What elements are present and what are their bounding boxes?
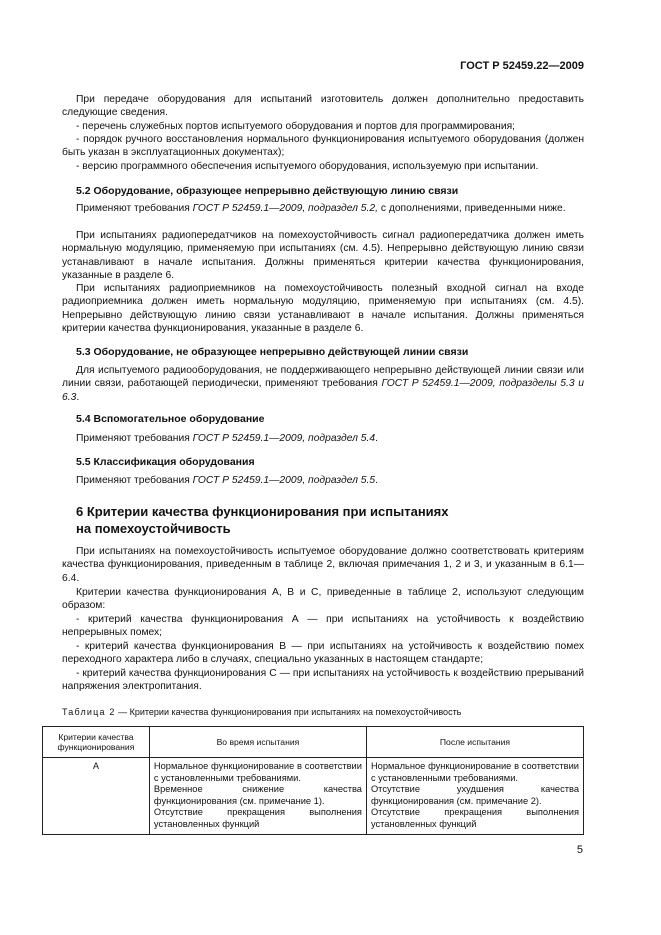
page-number: 5 bbox=[576, 844, 583, 856]
section-5-3-heading: 5.3 Оборудование, не образующее непрерывно действующей линии связи bbox=[76, 346, 469, 358]
section-6-para-2: Критерии качества функционирования А, В и С, приведенные в таблице 2, используют следующим образом: bbox=[62, 587, 584, 612]
section-5-2-heading: 5.2 Оборудование, образующее непрерывно действующую линию связи bbox=[76, 185, 459, 197]
section-5-2-para-2: При испытаниях радиопередатчиков на помехоустойчивость сигнал радиопередатчика должен иметь нормальную модуляцию, применяемую при испытаниях (см. 4.5). Непрерывно действующую линию связи устанавливают в начале испытания. Должны применяться критерии качества функционирования, указанные в разделе 6. bbox=[62, 230, 584, 282]
intro-paragraph: При передаче оборудования для испытаний изготовитель должен дополнительно предоставить следующие сведения. bbox=[62, 94, 584, 119]
intro-bullet-ports: - перечень служебных портов испытуемого оборудования и портов для программирования; bbox=[76, 121, 516, 132]
standard-reference: ГОСТ Р 52459.1—2009, подраздел 5.2, bbox=[192, 203, 378, 214]
criterion-a-bullet: - критерий качества функционирования А — при испытаниях на устойчивость к воздействию непрерывных помех; bbox=[62, 614, 584, 639]
section-5-5-para: Применяют требования ГОСТ Р 52459.1—2009, подраздел 5.5. bbox=[76, 475, 378, 486]
column-header-after: После испытания bbox=[366, 727, 583, 758]
table-row bbox=[43, 758, 584, 835]
section-5-4-heading: 5.4 Вспомогательное оборудование bbox=[76, 413, 265, 425]
criteria-table bbox=[42, 726, 584, 835]
during-test-cell: Нормальное функционирование в соответствии с установленными требованиями. Временное снижение качества функционирования (см. примечание 1). Отсутствие прекращения выполнения установленных функций bbox=[149, 758, 366, 835]
section-6-heading: 6 Критерии качества функционирования при испытаниях на помехоустойчивость bbox=[76, 504, 449, 536]
document-code: ГОСТ Р 52459.22—2009 bbox=[460, 60, 584, 72]
criterion-cell: А bbox=[43, 758, 150, 835]
standard-reference: ГОСТ Р 52459.1—2009, подраздел 5.5 bbox=[192, 475, 376, 486]
column-header-during: Во время испытания bbox=[149, 727, 366, 758]
table-caption: Таблица 2 — Критерии качества функционирования при испытаниях на помехоустойчивость bbox=[62, 707, 462, 717]
after-test-cell: Нормальное функционирование в соответствии с установленными требованиями. Отсутствие ухудшения качества функционирования (см. примечание 2). Отсутствие прекращения выполнения установленных функций bbox=[366, 758, 583, 835]
section-6-para-1: При испытаниях на помехоустойчивость испытуемое оборудование должно соответствовать критериям качества функционирования, приведенным в таблице 2, включая примечания 1, 2 и 3, и указанным в 6.1—6.4. bbox=[62, 546, 584, 584]
intro-bullet-software: - версию программного обеспечения испытуемого оборудования, используемую при испытании. bbox=[76, 161, 539, 172]
section-5-2-para-3: При испытаниях радиоприемников на помехоустойчивость полезный входной сигнал на входе радиоприемника должен иметь нормальную модуляцию, применяемую при испытаниях (см. 4.5). Непрерывно действующую линию связи устанавливают в начале испытания. Должны применяться критерии качества функционирования, указанные в разделе 6. bbox=[62, 283, 584, 335]
section-5-2-para-1: Применяют требования ГОСТ Р 52459.1—2009, подраздел 5.2, с дополнениями, приведенными ниже. bbox=[76, 203, 566, 214]
table-header-row bbox=[43, 727, 584, 758]
section-5-5-heading: 5.5 Классификация оборудования bbox=[76, 456, 255, 468]
standard-reference: ГОСТ Р 52459.1—2009, подраздел 5.4 bbox=[192, 433, 376, 444]
section-5-4-para: Применяют требования ГОСТ Р 52459.1—2009, подраздел 5.4. bbox=[76, 433, 378, 444]
intro-bullet-recovery: - порядок ручного восстановления нормального функционирования испытуемого оборудования (должен быть указан в эксплуатационных документах); bbox=[62, 134, 584, 159]
column-header-criteria: Критерии качества функционирования bbox=[43, 727, 150, 758]
standard-reference: ГОСТ Р 52459.1—2009, подразделы 5.3 и 6.3 bbox=[62, 378, 584, 403]
criterion-c-bullet: - критерий качества функционирования С — при испытаниях на устойчивость к воздействию прерываний напряжения электропитания. bbox=[62, 668, 584, 693]
criterion-b-bullet: - критерий качества функционирования В — при испытаниях на устойчивость к воздействию помех переходного характера либо в случаях, специально указанных в настоящем стандарте; bbox=[62, 641, 584, 666]
section-5-3-para: Для испытуемого радиооборудования, не поддерживающего непрерывно действующей линии связи или линии связи, работающей периодически, применяют требования ГОСТ Р 52459.1—2009, подразделы 5.3 и 6.3. bbox=[62, 365, 584, 403]
